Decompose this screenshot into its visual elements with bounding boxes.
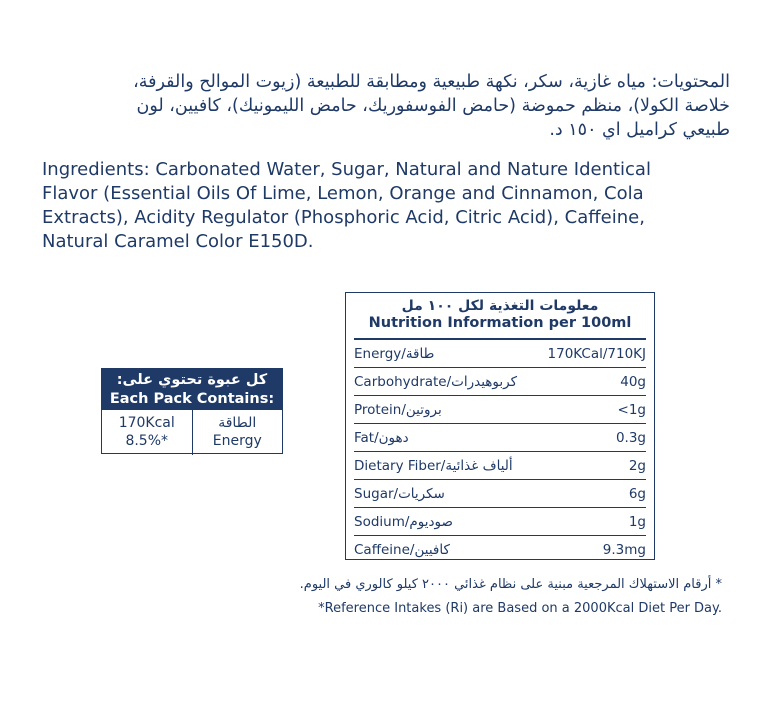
pack-title-ar: كل عبوة تحتوي على: [116,372,268,388]
footnote-ar: * أرقام الاستهلاك المرجعية مبنية على نظام غذائي ٢٠٠٠ كيلو كالوري في اليوم. [299,577,722,592]
footnote-en: *Reference Intakes (Ri) are Based on a 2000Kcal Diet Per Day. [318,601,722,616]
pack-energy-value: 170Kcal [118,415,175,431]
nutrient-value: 40g [620,373,646,390]
nutrient-label: Caffeine/كافيين [354,541,450,558]
nutrition-title-ar: معلومات التغذية لكل ١٠٠ مل [401,298,599,314]
table-row [354,479,646,507]
nutrient-value: 6g [628,485,646,502]
table-row [354,338,646,367]
nutrient-label: Energy/طاقة [354,345,435,362]
nutrition-rows [354,338,646,563]
nutrient-value: 2g [628,457,646,474]
english-ingredients-line: Ingredients: Carbonated Water, Sugar, Natural and Nature Identical [42,159,651,180]
pack-contents-box [101,368,283,454]
pack-energy-values [102,410,192,455]
english-ingredients-line: Natural Caramel Color E150D. [42,231,314,252]
nutrient-label: Sodium/صوديوم [354,513,453,530]
nutrient-label: Sugar/سكريات [354,485,445,502]
pack-energy-percent: 8.5%* [125,433,169,449]
arabic-ingredients [40,70,730,142]
english-ingredients [42,158,732,254]
nutrient-value: 0.3g [615,429,646,446]
nutrition-table [345,292,655,560]
english-ingredients-line: Extracts), Acidity Regulator (Phosphoric Acid, Citric Acid), Caffeine, [42,207,645,228]
nutrient-value: 1g [628,513,646,530]
nutrition-title-en: Nutrition Information per 100ml [368,315,632,331]
nutrient-value: 9.3mg [602,541,646,558]
pack-energy-labels [192,410,283,455]
table-row [354,451,646,479]
nutrient-label: Dietary Fiber/ألياف غذائية [354,457,513,474]
table-row [354,367,646,395]
nutrient-value: 170KCal/710KJ [547,345,646,362]
nutrient-label: Protein/بروتين [354,401,442,418]
nutrient-label: Fat/دهون [354,429,409,446]
pack-header [102,369,282,410]
pack-energy-label-en: Energy [212,433,262,449]
table-row [354,395,646,423]
nutrient-label: Carbohydrate/كربوهيدرات [354,373,518,390]
arabic-ingredients-line: طبيعي كراميل اي ١٥٠ د. [549,120,730,140]
pack-title-en: Each Pack Contains: [109,391,275,407]
pack-energy-label-ar: الطاقة [218,415,257,431]
table-row [354,423,646,451]
english-ingredients-line: Flavor (Essential Oils Of Lime, Lemon, Orange and Cinnamon, Cola [42,183,644,204]
pack-body [102,410,282,455]
nutrition-header [346,293,654,335]
arabic-ingredients-line: خلاصة الكولا)، منظم حموضة (حامض الفوسفوريك، حامض الليمونيك)، كافيين، لون [136,96,730,116]
nutrient-value: <1g [617,401,646,418]
table-row [354,507,646,535]
arabic-ingredients-line: المحتويات: مياه غازية، سكر، نكهة طبيعية ومطابقة للطبيعة (زيوت الموالح والقرفة، [133,72,730,92]
table-row [354,535,646,563]
